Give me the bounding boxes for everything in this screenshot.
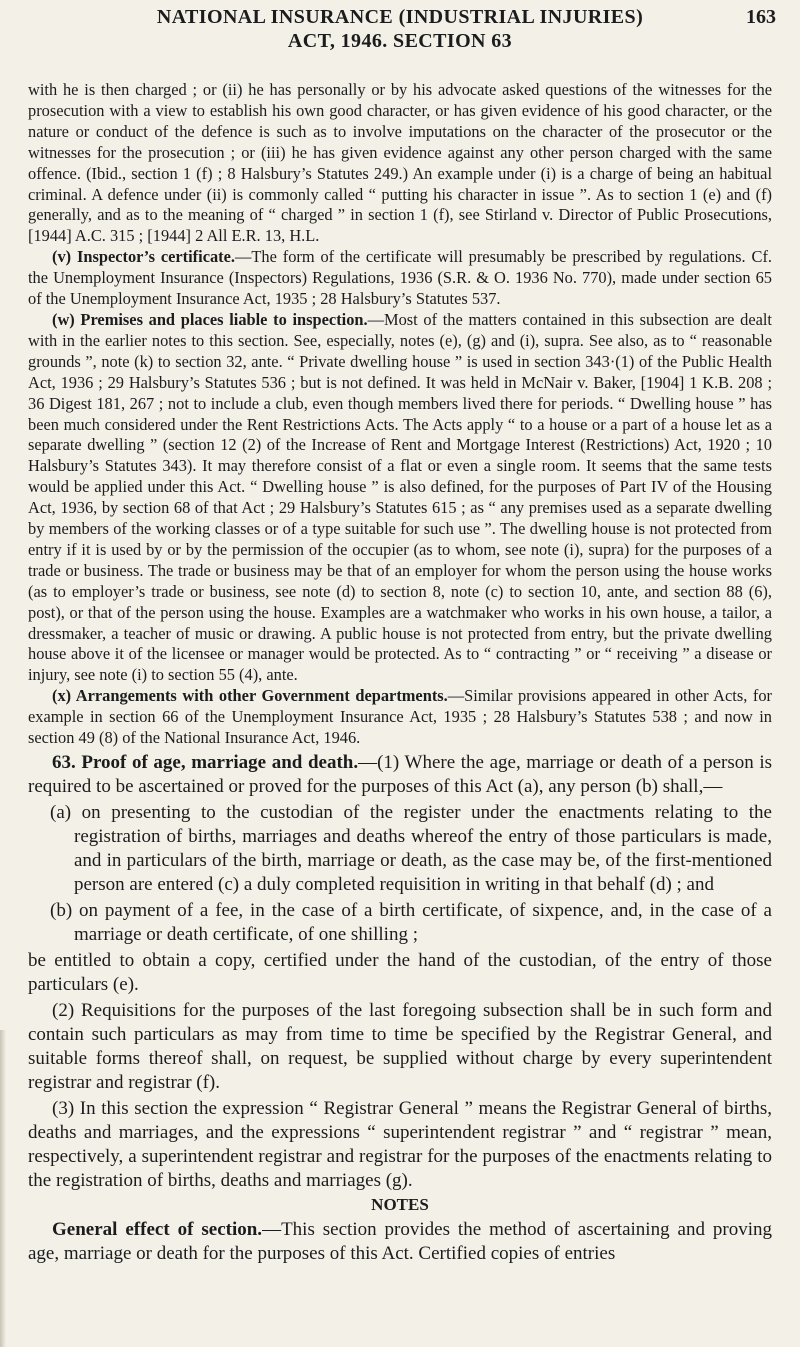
running-subtitle: ACT, 1946. SECTION 63: [287, 30, 513, 52]
notes-general-effect: [28, 1218, 772, 1266]
running-header: [0, 0, 800, 56]
note-v: [28, 247, 772, 310]
notes-general-effect-text: —This section provides the method of ascertaining and proving age, marriage or death for the purposes of this Act. Certified copies of entries: [28, 1218, 773, 1264]
section-63-continuation: be entitled to obtain a copy, certified under the hand of the custodian, of the entry of those particulars (e).: [28, 950, 772, 995]
section-63-clause-a: (a) on presenting to the custodian of the register under the enactments relating to the registration of births, marriages and deaths whereof the entry of those particulars is made, and in particulars of the birth, marriage or death, as the case may be, of the first-mentioned person are entered (c) a duly completed requisition in writing in that behalf (d) ; and: [50, 802, 772, 895]
note-v-heading: (v) Inspector’s certificate.: [52, 247, 235, 267]
section-63-subsection-2: (2) Requisitions for the purposes of the last foregoing subsection shall be in such form and contain such particulars as may from time to time be specified by the Registrar General, and suitable forms thereof shall, on request, be supplied without charge by every superintendent registrar and registrar (f).: [28, 1000, 772, 1093]
section-63-text: —(1) Where the age, marriage or death of a person is required to be ascertained or proved for the purposes of this Act (a), any person (b) shall,—: [28, 752, 773, 797]
paragraph-continuation: with he is then charged ; or (ii) he has personally or by his advocate asked questions of the witnesses for the prosecution with a view to establish his own good character, or has given evidence of his good character, or the nature or conduct of the defence is such as to involve imputations on the character of the prosecutor or the witnesses for the prosecution ; or (iii) he has given evidence against any other person charged with the same offence. (Ibid., section 1 (f) ; 8 Halsbury’s Statutes 249.) An example under (i) is a charge of being an habitual criminal. A defence under (ii) is commonly called “ putting his character in issue ”. As to section 1 (e) and (f) generally, and as to the meaning of “ charged ” in section 1 (f), see Stirland v. Director of Public Prosecutions, [1944] A.C. 315 ; [1944] 2 All E.R. 13, H.L.: [28, 80, 772, 246]
note-w: [28, 310, 772, 686]
page-edge-shadow: [0, 1030, 6, 1347]
note-w-text: —Most of the matters contained in this subsection are dealt with in the earlier notes to this section. See, especially, notes (e), (g) and (i), supra. See also, as to “ reasonable grounds ”, note (k) to section 32, ante. “ Private dwelling house ” is used in section 343·(1) of the Public Health Act, 1936 ; 29 Halsbury’s Statutes 536 ; but is not defined. It was held in McNair v. Baker, [1904] 1 K.B. 208 ; 36 Digest 181, 267 ; not to include a club, even though members lived there for periods. “ Dwelling house ” has been much considered under the Rent Restrictions Acts. The Acts apply “ to a house or a part of a house let as a separate dwelling ” (section 12 (2) of the Increase of Rent and Mortgage Interest (Restrictions) Act, 1920 ; 10 Halsbury’s Statutes 343). It may therefore consist of a flat or even a single room. It seems that the same tests would be applied under this Act. “ Dwelling house ” is also defined, for the purposes of Part IV of the Housing Act, 1936, by section 68 of that Act ; 29 Halsbury’s Statutes 615 ; as “ any premises used as a separate dwelling by members of the working classes or of a type suitable for such use ”. The dwelling house is not protected from entry if it is used by or by the permission of the occupier (as to whom, see note (i), supra) for the purposes of a trade or business. The trade or business may be that of an employer for whom the person using the house works (as to employer’s trade or business, see note (d) to section 8, note (c) to section 10, ante, and section 88 (6), post), or that of the person using the house. Examples are a watchmaker who works in his own house, a tailor, a dressmaker, a teacher of music or drawing. A public house is not protected from entry, but the private dwelling house above it of the licensee or manager would be protected. As to “ contracting ” or “ receiving ” a disease or injury, see note (i) to section 55 (4), ante.: [28, 309, 772, 685]
page-body: [28, 80, 772, 1266]
page-number: 163: [746, 6, 776, 28]
section-63-subsection-3: (3) In this section the expression “ Registrar General ” means the Registrar General of births, deaths and marriages, and the expressions “ superintendent registrar ” and “ registrar ” mean, respectively, a superintendent registrar and registrar for the purposes of the enactments relating to the registration of births, deaths and marriages (g).: [28, 1098, 772, 1191]
notes-general-effect-heading: General effect of section.: [52, 1218, 263, 1240]
section-63-heading: 63. Proof of age, marriage and death.: [52, 752, 359, 773]
notes-heading: NOTES: [371, 1195, 429, 1214]
note-x: [28, 686, 772, 749]
note-w-heading: (w) Premises and places liable to inspection.: [52, 309, 368, 329]
note-x-heading: (x) Arrangements with other Government departments.: [52, 686, 448, 706]
running-title: NATIONAL INSURANCE (INDUSTRIAL INJURIES): [156, 6, 644, 28]
note-v-text: —The form of the certificate will presumably be prescribed by regulations. Cf. the Unemployment Insurance (Inspectors) Regulations, 1936 (S.R. & O. 1936 No. 770), made under section 65 of the Unemployment Insurance Act, 1935 ; 28 Halsbury’s Statutes 537.: [28, 247, 772, 309]
note-x-text: —Similar provisions appeared in other Acts, for example in section 66 of the Unemployment Insurance Act, 1935 ; 28 Halsbury’s Statutes 538 ; and now in section 49 (8) of the National Insurance Act, 1946.: [28, 686, 772, 748]
section-63: [28, 751, 772, 799]
section-63-clause-b: (b) on payment of a fee, in the case of a birth certificate, of sixpence, and, in the case of a marriage or death certificate, of one shilling ;: [50, 900, 772, 945]
